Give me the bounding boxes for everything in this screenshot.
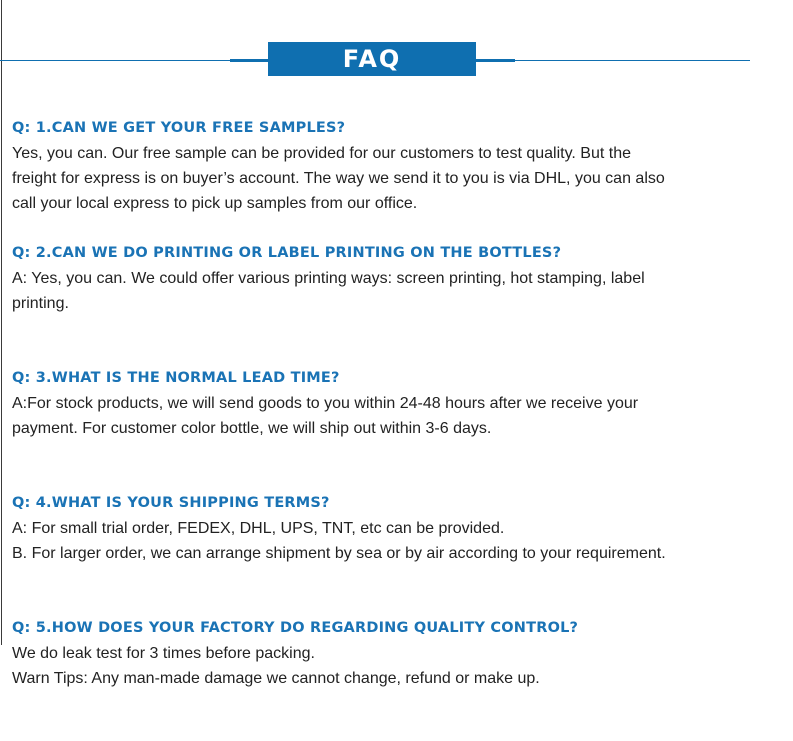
faq-answer-4-line-1: A: For small trial order, FEDEX, DHL, UPS, TNT, etc can be provided. [12, 520, 505, 537]
faq-item-2 [12, 241, 772, 366]
faq-answer-3-line-1: A:For stock products, we will send goods to you within 24-48 hours after we receive your [12, 395, 639, 412]
faq-title: FAQ [268, 42, 476, 76]
faq-answer-1-line-3: call your local express to pick up samples from our office. [12, 195, 418, 212]
faq-question-4: Q: 4.WHAT IS YOUR SHIPPING TERMS? [12, 495, 330, 511]
left-border-line [1, 0, 2, 645]
faq-answer-1-line-1: Yes, you can. Our free sample can be provided for our customers to test quality. But the [12, 145, 631, 162]
faq-answer-5-line-2: Warn Tips: Any man-made damage we cannot change, refund or make up. [12, 670, 540, 687]
faq-question-1: Q: 1.CAN WE GET YOUR FREE SAMPLES? [12, 120, 346, 136]
faq-answer-2-line-2: printing. [12, 295, 69, 312]
faq-answer-2-line-1: A: Yes, you can. We could offer various printing ways: screen printing, hot stamping, label [12, 270, 645, 287]
faq-item-5 [12, 616, 772, 741]
faq-question-5: Q: 5.HOW DOES YOUR FACTORY DO REGARDING QUALITY CONTROL? [12, 620, 579, 636]
faq-item-3 [12, 366, 772, 491]
faq-answer-3-line-2: payment. For customer color bottle, we will ship out within 3-6 days. [12, 420, 492, 437]
faq-answer-4-line-2: B. For larger order, we can arrange shipment by sea or by air according to your requirement. [12, 545, 666, 562]
faq-list [12, 116, 772, 741]
faq-answer-1-line-2: freight for express is on buyer’s account. The way we send it to you is via DHL, you can also [12, 170, 665, 187]
faq-answer-5-line-1: We do leak test for 3 times before packing. [12, 645, 315, 662]
faq-question-3: Q: 3.WHAT IS THE NORMAL LEAD TIME? [12, 370, 340, 386]
faq-item-4 [12, 491, 772, 616]
faq-question-2: Q: 2.CAN WE DO PRINTING OR LABEL PRINTING ON THE BOTTLES? [12, 245, 562, 261]
faq-item-1 [12, 116, 772, 241]
